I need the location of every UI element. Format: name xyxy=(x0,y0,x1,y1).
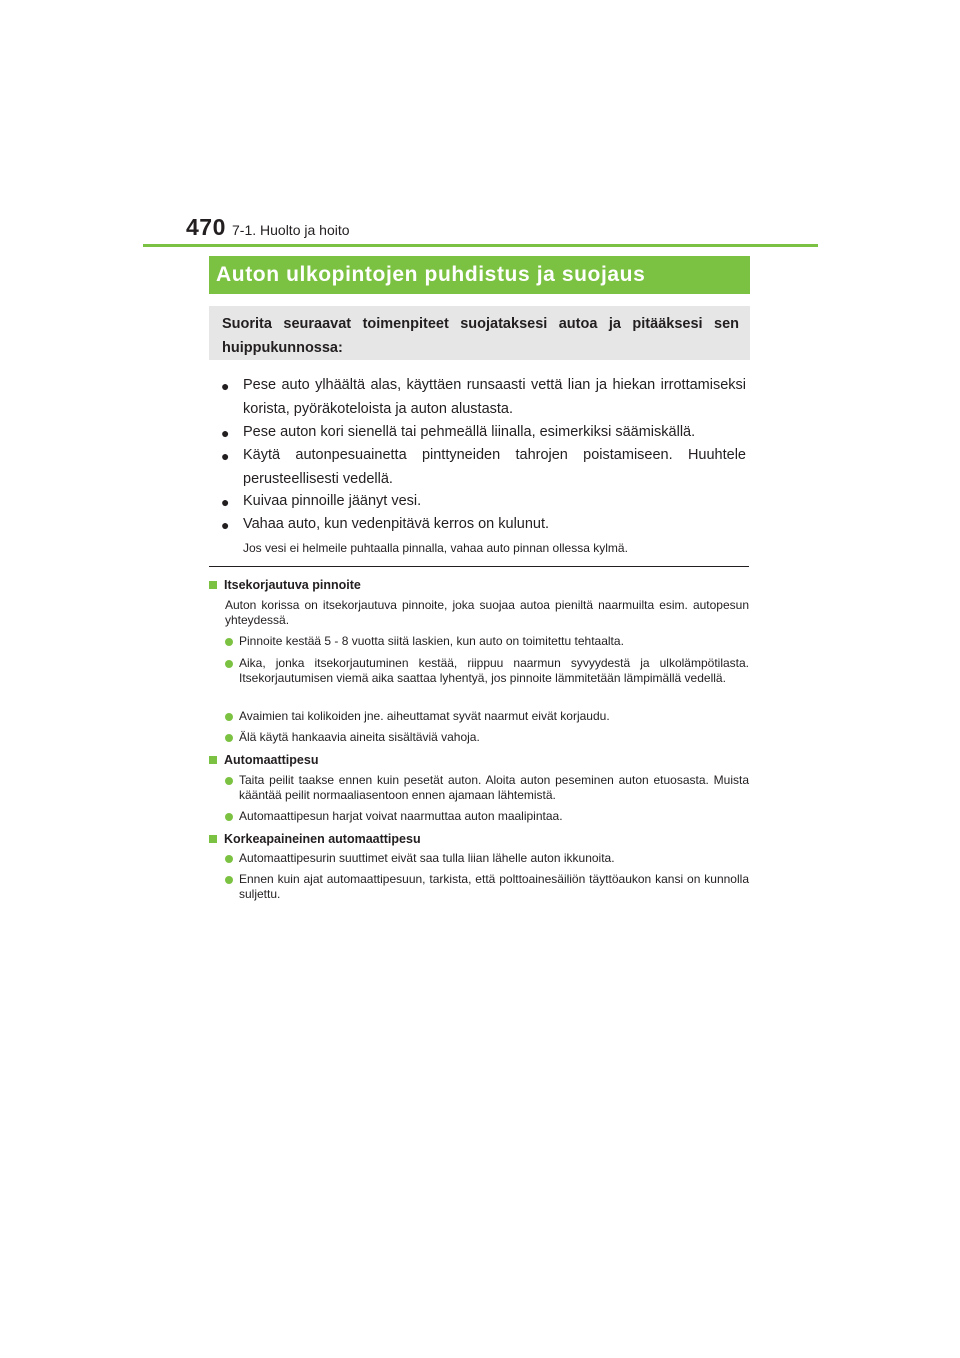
section-divider xyxy=(209,566,749,567)
green-square-icon xyxy=(209,835,217,843)
note-item: Automaattipesurin suuttimet eivät saa tulla liian lähelle auton ikkunoita. xyxy=(239,851,615,865)
note-heading: Itsekorjautuva pinnoite xyxy=(224,578,361,592)
step-item: Käytä autonpesuainetta pinttyneiden tahrojen poistamiseen. Huuhtele perusteellisesti vedellä. xyxy=(243,447,746,487)
black-circle-icon: ● xyxy=(221,425,230,441)
green-circle-icon xyxy=(225,777,233,785)
step-item: Kuivaa pinnoille jäänyt vesi. xyxy=(243,493,422,509)
header-rule xyxy=(143,244,818,247)
black-circle-icon: ● xyxy=(221,494,230,510)
section-title: Auton ulkopintojen puhdistus ja suojaus xyxy=(216,263,646,286)
black-circle-icon: ● xyxy=(221,448,230,464)
note-item: Avaimien tai kolikoiden jne. aiheuttamat syvät naarmut eivät korjaudu. xyxy=(239,709,610,723)
green-square-icon xyxy=(209,756,217,764)
page-number: 470 xyxy=(186,214,226,240)
chapter-title: 7-1. Huolto ja hoito xyxy=(232,222,350,238)
note-item: Älä käytä hankaavia aineita sisältäviä vahoja. xyxy=(239,730,480,744)
step-item: Pese auton kori sienellä tai pehmeällä liinalla, esimerkiksi säämiskällä. xyxy=(243,424,696,440)
note-item: Pinnoite kestää 5 - 8 vuotta siitä laskien, kun auto on toimitettu tehtaalta. xyxy=(239,634,624,648)
note-item: Automaattipesun harjat voivat naarmuttaa auton maalipintaa. xyxy=(239,809,563,823)
green-circle-icon xyxy=(225,876,233,884)
step-item: Pese auto ylhäältä alas, käyttäen runsaasti vettä lian ja hiekan irrottamiseksi korista, pyöräkoteloista ja auton alustasta. xyxy=(243,377,746,417)
note-text: Auton korissa on itsekorjautuva pinnoite, joka suojaa autoa pieniltä naarmuilta esim. autopesun yhteydessä. xyxy=(225,598,749,627)
black-circle-icon: ● xyxy=(221,517,230,533)
green-circle-icon xyxy=(225,855,233,863)
note-item: Ennen kuin ajat automaattipesuun, tarkista, että polttoainesäiliön täyttöaukon kansi on kunnolla suljettu. xyxy=(239,872,749,901)
note-heading: Korkeapaineinen automaattipesu xyxy=(224,832,421,846)
green-circle-icon xyxy=(225,660,233,668)
green-square-icon xyxy=(209,581,217,589)
green-circle-icon xyxy=(225,713,233,721)
intro-text: Suorita seuraavat toimenpiteet suojataksesi autoa ja pitääksesi sen huippukunnossa: xyxy=(222,316,739,356)
note-item: Aika, jonka itsekorjautuminen kestää, riippuu naarmun syvyydestä ja ulkolämpötilasta. Itsekorjautumisen viemä aika saattaa lyhentyä, jos pinnoite lämmitetään lämpimällä vedellä. xyxy=(239,656,749,685)
green-circle-icon xyxy=(225,638,233,646)
black-circle-icon: ● xyxy=(221,378,230,394)
green-circle-icon xyxy=(225,734,233,742)
green-circle-icon xyxy=(225,813,233,821)
note-heading: Automaattipesu xyxy=(224,753,319,767)
wax-note: Jos vesi ei helmeile puhtaalla pinnalla, vahaa auto pinnan ollessa kylmä. xyxy=(243,541,628,555)
step-item: Vahaa auto, kun vedenpitävä kerros on kulunut. xyxy=(243,516,550,532)
note-item: Taita peilit taakse ennen kuin pesetät auton. Aloita auton peseminen auton etuosasta. Muista kääntää peilit normaaliasentoon ennen ajamaan lähtemistä. xyxy=(239,773,749,802)
